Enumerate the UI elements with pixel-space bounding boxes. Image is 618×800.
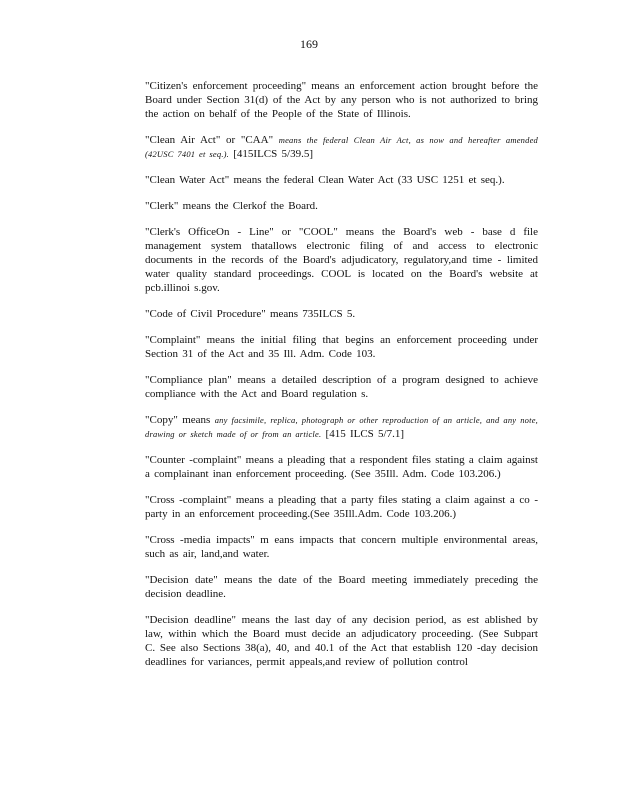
definitions-list — [145, 79, 538, 681]
definition-cross-complaint: "Cross -complaint" means a pleading that a party files stating a claim against a co - party in an enforcement proceeding.(See 35Ill.Adm. Code 103.206.) — [145, 494, 538, 520]
definition-citation: [415 ILCS 5/7.1] — [321, 428, 405, 440]
definition-copy — [145, 413, 538, 441]
definition-clean-air-act — [145, 133, 538, 161]
definition-lead-text: "Copy" means — [145, 414, 215, 426]
definition-citizens-enforcement-proceeding: "Citizen's enforcement proceeding" means an enforcement action brought before the Board under Section 31(d) of the Act by any person who is not authorized to bring the action on behalf of the People of the State of Illinois. — [145, 80, 538, 120]
definition-clean-water-act: "Clean Water Act" means the federal Clean Water Act (33 USC 1251 et seq.). — [145, 174, 505, 186]
page-number: 169 — [300, 37, 318, 51]
definition-decision-deadline: "Decision deadline" means the last day of any decision period, as est ablished by law, within which the Board must decide an adjudicatory proceeding. (See Subpart C. See also Sections 38(a), 40, and 40.1 of the Act that establish 120 -day decision deadlines for variances, permit appeals,and review of pollution control — [145, 614, 538, 668]
definition-citation: [415ILCS 5/39.5] — [229, 148, 313, 160]
definition-decision-date: "Decision date" means the date of the Board meeting immediately preceding the decision deadline. — [145, 574, 538, 600]
definition-cross-media-impacts: "Cross -media impacts" m eans impacts that concern multiple environmental areas, such as air, land,and water. — [145, 534, 538, 560]
definition-complaint: "Complaint" means the initial filing that begins an enforcement proceeding under Section 31 of the Act and 35 Ill. Adm. Code 103. — [145, 334, 538, 360]
definition-cool: "Clerk's OfficeOn - Line" or "COOL" means the Board's web - base d file management system thatallows electronic filing of and access to electronic documents in the records of the Board's adjudicatory, regulatory,and time - limited water quality standard proceedings. COOL is located on the Board's website at pcb.illinoi s.gov. — [145, 226, 538, 294]
definition-italic-text: means the federal Clean Air Act, as now and hereafter amended (42USC 7401 et seq.). — [145, 135, 538, 159]
definition-lead-text: "Clean Air Act" or "CAA" — [145, 134, 279, 146]
definition-code-of-civil-procedure: "Code of Civil Procedure" means 735ILCS 5. — [145, 308, 356, 320]
definition-compliance-plan: "Compliance plan" means a detailed description of a program designed to achieve compliance with the Act and Board regulation s. — [145, 374, 538, 400]
definition-clerk: "Clerk" means the Clerkof the Board. — [145, 200, 318, 212]
definition-counter-complaint: "Counter -complaint" means a pleading that a respondent files stating a claim against a complainant inan enforcement proceeding. (See 35Ill. Adm. Code 103.206.) — [145, 454, 538, 480]
definition-italic-text: any facsimile, replica, photograph or other reproduction of an article, and any note, drawing or sketch made of or from an article. — [145, 415, 538, 439]
